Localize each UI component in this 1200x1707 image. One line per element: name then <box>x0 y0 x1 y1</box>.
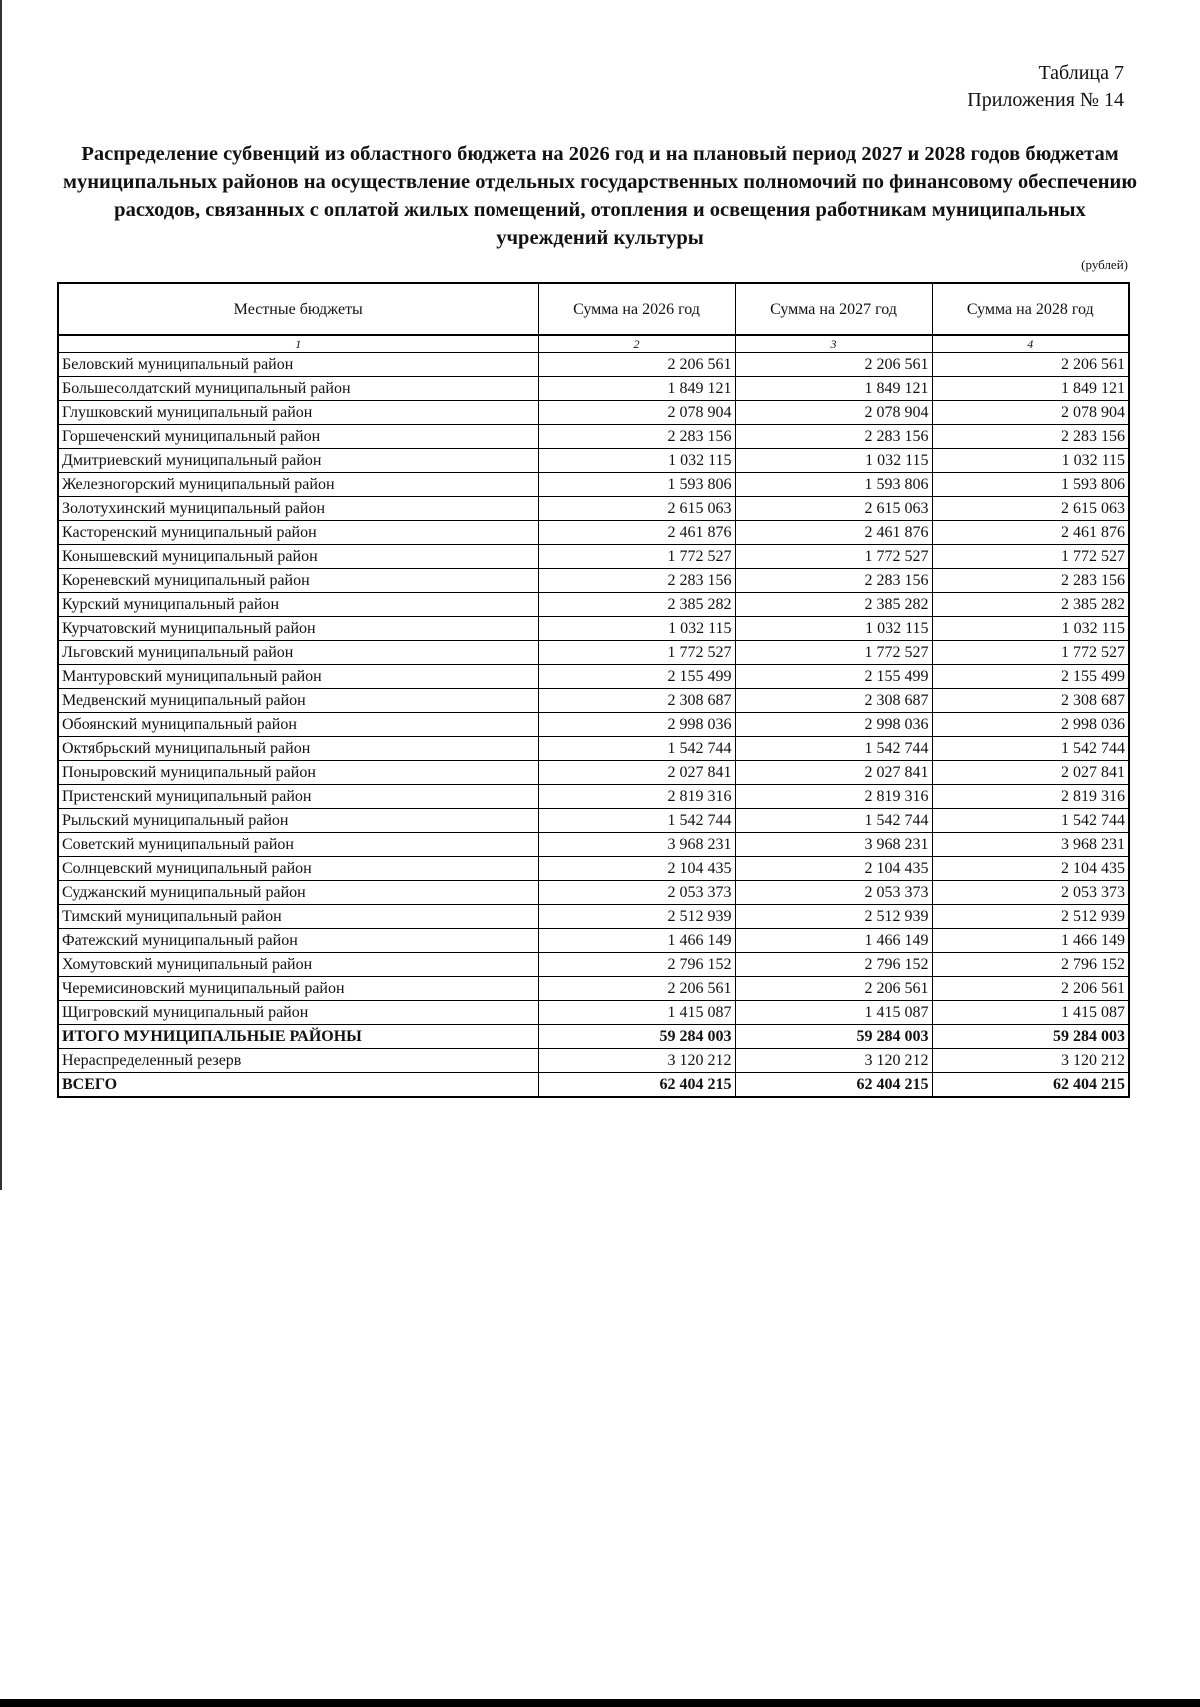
row-value-2028: 2 283 156 <box>932 425 1129 449</box>
column-header-2026: Сумма на 2026 год <box>538 283 735 335</box>
units-label: (рублей) <box>1081 257 1128 272</box>
table-row <box>58 833 1129 857</box>
table-row <box>58 569 1129 593</box>
row-value-2027: 2 308 687 <box>735 689 932 713</box>
row-value-2027: 2 155 499 <box>735 665 932 689</box>
row-name: Нераспределенный резерв <box>58 1049 538 1073</box>
table-row <box>58 473 1129 497</box>
row-value-2026: 59 284 003 <box>538 1025 735 1049</box>
row-value-2027: 2 615 063 <box>735 497 932 521</box>
table-reference <box>967 60 1124 114</box>
row-value-2028: 1 593 806 <box>932 473 1129 497</box>
row-value-2026: 62 404 215 <box>538 1073 735 1098</box>
row-value-2028: 1 032 115 <box>932 617 1129 641</box>
row-value-2028: 1 415 087 <box>932 1001 1129 1025</box>
row-value-2027: 1 772 527 <box>735 641 932 665</box>
row-value-2026: 2 155 499 <box>538 665 735 689</box>
document-title: Распределение субвенций из областного бюджета на 2026 год и на плановый период 2027 и 2028 годов бюджетам муниципальных районов на осуществление отдельных государственных полномочий по финансовому обеспечению расходов, связанных с оплатой жилых помещений, отопления и освещения работникам муниципальных учреждений культуры <box>63 143 1137 249</box>
row-name: Горшеченский муниципальный район <box>58 425 538 449</box>
row-value-2026: 1 542 744 <box>538 737 735 761</box>
row-value-2028: 2 206 561 <box>932 353 1129 377</box>
row-value-2028: 2 155 499 <box>932 665 1129 689</box>
column-number: 1 <box>58 335 538 353</box>
row-name: Дмитриевский муниципальный район <box>58 449 538 473</box>
row-value-2026: 2 461 876 <box>538 521 735 545</box>
table-row <box>58 881 1129 905</box>
table-row <box>58 545 1129 569</box>
row-value-2028: 59 284 003 <box>932 1025 1129 1049</box>
table-row <box>58 689 1129 713</box>
row-name: Курский муниципальный район <box>58 593 538 617</box>
row-name: Глушковский муниципальный район <box>58 401 538 425</box>
row-value-2026: 1 849 121 <box>538 377 735 401</box>
row-value-2027: 2 796 152 <box>735 953 932 977</box>
table-row <box>58 929 1129 953</box>
row-name: Кореневский муниципальный район <box>58 569 538 593</box>
column-number: 3 <box>735 335 932 353</box>
row-value-2028: 3 968 231 <box>932 833 1129 857</box>
row-name: Пристенский муниципальный район <box>58 785 538 809</box>
row-value-2027: 2 283 156 <box>735 569 932 593</box>
row-name: Мантуровский муниципальный район <box>58 665 538 689</box>
row-value-2028: 62 404 215 <box>932 1073 1129 1098</box>
row-name: Хомутовский муниципальный район <box>58 953 538 977</box>
column-header-2028: Сумма на 2028 год <box>932 283 1129 335</box>
row-value-2026: 2 283 156 <box>538 425 735 449</box>
row-value-2026: 2 206 561 <box>538 353 735 377</box>
scan-bottom-edge <box>0 1699 1200 1707</box>
column-number-row <box>58 335 1129 353</box>
row-name: Золотухинский муниципальный район <box>58 497 538 521</box>
table-row <box>58 497 1129 521</box>
row-value-2028: 2 461 876 <box>932 521 1129 545</box>
column-header-budgets: Местные бюджеты <box>58 283 538 335</box>
row-value-2026: 1 032 115 <box>538 617 735 641</box>
table-row <box>58 593 1129 617</box>
row-value-2027: 2 078 904 <box>735 401 932 425</box>
row-value-2027: 59 284 003 <box>735 1025 932 1049</box>
row-value-2026: 2 078 904 <box>538 401 735 425</box>
row-value-2028: 2 998 036 <box>932 713 1129 737</box>
row-value-2027: 2 206 561 <box>735 353 932 377</box>
row-value-2027: 2 998 036 <box>735 713 932 737</box>
row-value-2026: 2 512 939 <box>538 905 735 929</box>
row-name: Советский муниципальный район <box>58 833 538 857</box>
row-value-2026: 2 027 841 <box>538 761 735 785</box>
row-name: Тимский муниципальный район <box>58 905 538 929</box>
table-row <box>58 353 1129 377</box>
row-name: Рыльский муниципальный район <box>58 809 538 833</box>
row-value-2028: 2 615 063 <box>932 497 1129 521</box>
table-row <box>58 713 1129 737</box>
row-name: Суджанский муниципальный район <box>58 881 538 905</box>
row-value-2027: 1 415 087 <box>735 1001 932 1025</box>
row-value-2026: 2 104 435 <box>538 857 735 881</box>
row-value-2026: 2 615 063 <box>538 497 735 521</box>
row-value-2028: 2 819 316 <box>932 785 1129 809</box>
row-name: Железногорский муниципальный район <box>58 473 538 497</box>
row-value-2028: 2 027 841 <box>932 761 1129 785</box>
row-value-2026: 1 542 744 <box>538 809 735 833</box>
table-row <box>58 1049 1129 1073</box>
appendix-number: Приложения № 14 <box>967 89 1124 111</box>
row-value-2028: 3 120 212 <box>932 1049 1129 1073</box>
column-number: 2 <box>538 335 735 353</box>
row-value-2027: 1 542 744 <box>735 737 932 761</box>
row-value-2028: 2 078 904 <box>932 401 1129 425</box>
row-value-2026: 1 593 806 <box>538 473 735 497</box>
row-name: Обоянский муниципальный район <box>58 713 538 737</box>
row-value-2028: 2 104 435 <box>932 857 1129 881</box>
table-row <box>58 641 1129 665</box>
table-row <box>58 809 1129 833</box>
row-value-2027: 2 283 156 <box>735 425 932 449</box>
table-row <box>58 737 1129 761</box>
row-value-2028: 2 796 152 <box>932 953 1129 977</box>
row-name: Солнцевский муниципальный район <box>58 857 538 881</box>
row-value-2027: 1 772 527 <box>735 545 932 569</box>
row-value-2027: 2 027 841 <box>735 761 932 785</box>
column-header-2027: Сумма на 2027 год <box>735 283 932 335</box>
row-value-2028: 1 849 121 <box>932 377 1129 401</box>
row-value-2027: 2 104 435 <box>735 857 932 881</box>
row-value-2027: 2 385 282 <box>735 593 932 617</box>
row-name: Поныровский муниципальный район <box>58 761 538 785</box>
row-value-2027: 2 461 876 <box>735 521 932 545</box>
row-value-2028: 2 308 687 <box>932 689 1129 713</box>
row-value-2027: 1 542 744 <box>735 809 932 833</box>
row-value-2027: 2 053 373 <box>735 881 932 905</box>
row-name: Медвенский муниципальный район <box>58 689 538 713</box>
row-value-2026: 1 415 087 <box>538 1001 735 1025</box>
table-row <box>58 1001 1129 1025</box>
table-row <box>58 617 1129 641</box>
row-value-2028: 2 512 939 <box>932 905 1129 929</box>
row-value-2027: 2 819 316 <box>735 785 932 809</box>
row-value-2028: 2 053 373 <box>932 881 1129 905</box>
row-value-2027: 3 968 231 <box>735 833 932 857</box>
scan-left-edge <box>0 0 2 1190</box>
row-value-2026: 1 466 149 <box>538 929 735 953</box>
row-value-2028: 1 772 527 <box>932 545 1129 569</box>
row-value-2027: 1 032 115 <box>735 449 932 473</box>
row-name: Льговский муниципальный район <box>58 641 538 665</box>
row-value-2026: 3 968 231 <box>538 833 735 857</box>
table-row <box>58 1073 1129 1098</box>
row-value-2028: 1 032 115 <box>932 449 1129 473</box>
row-value-2026: 2 998 036 <box>538 713 735 737</box>
row-value-2028: 1 466 149 <box>932 929 1129 953</box>
row-value-2028: 1 542 744 <box>932 737 1129 761</box>
row-value-2026: 2 819 316 <box>538 785 735 809</box>
table-body <box>58 335 1129 1097</box>
row-value-2026: 2 385 282 <box>538 593 735 617</box>
row-name: ВСЕГО <box>58 1073 538 1098</box>
table-row <box>58 449 1129 473</box>
budget-table <box>57 282 1130 1098</box>
table-row <box>58 425 1129 449</box>
row-value-2026: 2 283 156 <box>538 569 735 593</box>
table-row <box>58 1025 1129 1049</box>
row-value-2028: 2 206 561 <box>932 977 1129 1001</box>
row-value-2026: 2 206 561 <box>538 977 735 1001</box>
table-header <box>58 283 1129 335</box>
row-value-2027: 2 206 561 <box>735 977 932 1001</box>
row-value-2027: 62 404 215 <box>735 1073 932 1098</box>
table-row <box>58 977 1129 1001</box>
row-name: Курчатовский муниципальный район <box>58 617 538 641</box>
row-name: Конышевский муниципальный район <box>58 545 538 569</box>
table-row <box>58 785 1129 809</box>
row-name: Щигровский муниципальный район <box>58 1001 538 1025</box>
row-name: Большесолдатский муниципальный район <box>58 377 538 401</box>
table-row <box>58 521 1129 545</box>
row-value-2027: 1 593 806 <box>735 473 932 497</box>
column-number: 4 <box>932 335 1129 353</box>
table-row <box>58 761 1129 785</box>
row-value-2027: 1 466 149 <box>735 929 932 953</box>
row-name: Касторенский муниципальный район <box>58 521 538 545</box>
table-row <box>58 953 1129 977</box>
row-name: ИТОГО МУНИЦИПАЛЬНЫЕ РАЙОНЫ <box>58 1025 538 1049</box>
table-row <box>58 401 1129 425</box>
row-value-2027: 3 120 212 <box>735 1049 932 1073</box>
row-value-2026: 1 772 527 <box>538 545 735 569</box>
table-number: Таблица 7 <box>1038 62 1124 84</box>
row-value-2026: 1 032 115 <box>538 449 735 473</box>
row-value-2026: 1 772 527 <box>538 641 735 665</box>
row-value-2028: 2 283 156 <box>932 569 1129 593</box>
row-value-2026: 2 053 373 <box>538 881 735 905</box>
row-value-2028: 1 542 744 <box>932 809 1129 833</box>
table-row <box>58 905 1129 929</box>
row-name: Беловский муниципальный район <box>58 353 538 377</box>
table-row <box>58 857 1129 881</box>
row-value-2027: 1 849 121 <box>735 377 932 401</box>
row-name: Черемисиновский муниципальный район <box>58 977 538 1001</box>
row-value-2026: 2 308 687 <box>538 689 735 713</box>
row-value-2028: 1 772 527 <box>932 641 1129 665</box>
table-row <box>58 665 1129 689</box>
row-value-2028: 2 385 282 <box>932 593 1129 617</box>
row-value-2026: 2 796 152 <box>538 953 735 977</box>
row-value-2027: 2 512 939 <box>735 905 932 929</box>
row-name: Фатежский муниципальный район <box>58 929 538 953</box>
table-row <box>58 377 1129 401</box>
row-value-2026: 3 120 212 <box>538 1049 735 1073</box>
row-value-2027: 1 032 115 <box>735 617 932 641</box>
row-name: Октябрьский муниципальный район <box>58 737 538 761</box>
